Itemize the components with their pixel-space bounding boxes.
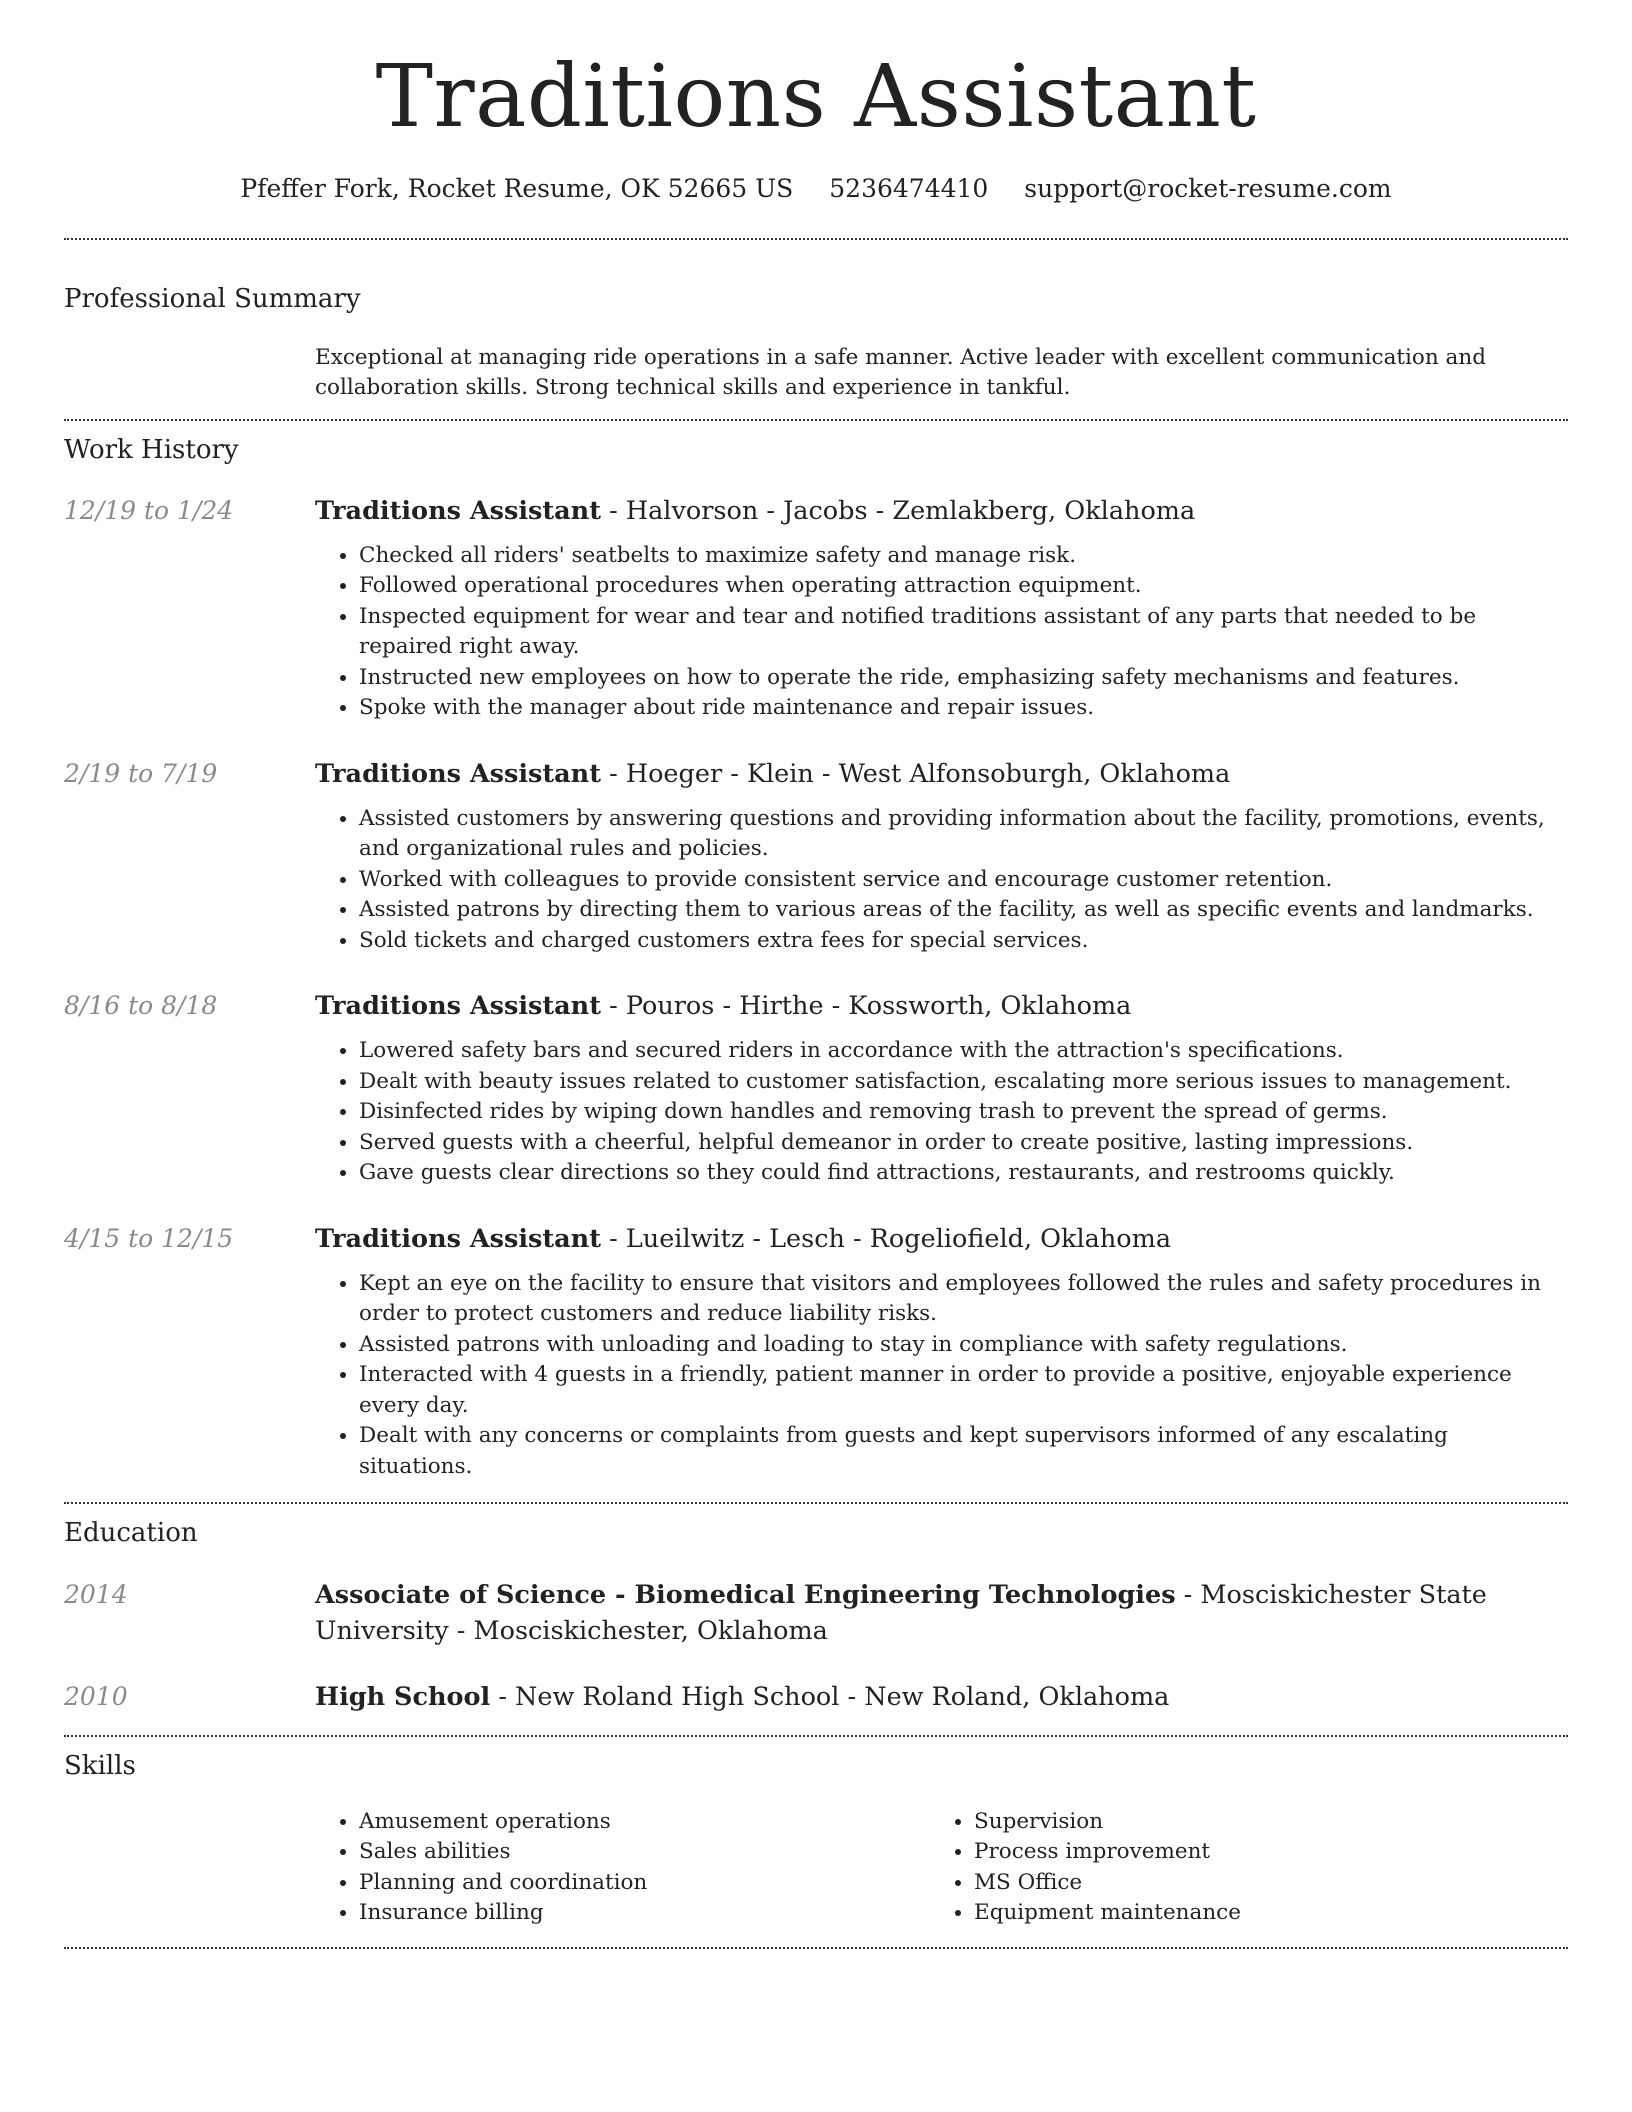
list-item: • Worked with colleagues to provide consistent service and encourage customer retention.: [359, 865, 1568, 896]
work-entry: [64, 756, 1568, 957]
job-employer: - Pouros - Hirthe - Kossworth, Oklahoma: [601, 991, 1132, 1022]
list-item: • Checked all riders' seatbelts to maximize safety and manage risk.: [359, 541, 1568, 572]
work-dates: 8/16 to 8/18: [64, 991, 218, 1021]
skills-heading: Skills: [64, 1751, 136, 1782]
education-year: 2010: [64, 1682, 128, 1712]
resume-page: [64, 0, 1568, 1949]
list-item: • Inspected equipment for wear and tear and notified traditions assistant of any parts that needed to be repaired right away.: [359, 602, 1568, 663]
job-role: Traditions Assistant: [315, 991, 602, 1022]
list-item: • Dealt with beauty issues related to customer satisfaction, escalating more serious issues to management.: [359, 1067, 1568, 1098]
list-item: • Disinfected rides by wiping down handles and removing trash to prevent the spread of germs.: [359, 1097, 1568, 1128]
divider: [64, 1502, 1568, 1504]
education-school: - New Roland High School - New Roland, Oklahoma: [490, 1682, 1170, 1713]
contact-line: [64, 174, 1568, 204]
divider: [64, 1735, 1568, 1737]
job-employer: - Lueilwitz - Lesch - Rogeliofield, Oklahoma: [601, 1223, 1172, 1254]
list-item: • Served guests with a cheerful, helpful demeanor in order to create positive, lasting impressions.: [359, 1128, 1568, 1159]
summary-heading: Professional Summary: [64, 284, 361, 315]
divider: [64, 419, 1568, 421]
job-role: Traditions Assistant: [315, 1223, 602, 1254]
list-item: • Interacted with 4 guests in a friendly, patient manner in order to provide a positive, enjoyable experience every day.: [359, 1360, 1568, 1421]
candidate-name: Traditions Assistant: [375, 47, 1257, 147]
work-dates: 2/19 to 7/19: [64, 758, 218, 788]
list-item: • Instructed new employees on how to operate the ride, emphasizing safety mechanisms and features.: [359, 663, 1568, 694]
skill-item: • MS Office: [974, 1868, 1545, 1899]
education-entry: [64, 1679, 1568, 1715]
list-item: • Assisted patrons by directing them to various areas of the facility, as well as specific events and landmarks.: [359, 895, 1568, 926]
education-entry: [64, 1577, 1568, 1649]
divider: [64, 1947, 1568, 1949]
education-school: - Mosciskichester State University - Mosciskichester, Oklahoma: [315, 1580, 1487, 1647]
education-heading: Education: [64, 1518, 198, 1549]
education-degree: Associate of Science - Biomedical Engineering Technologies: [315, 1580, 1176, 1611]
education-title: [315, 1577, 1568, 1649]
list-item: • Lowered safety bars and secured riders in accordance with the attraction's specifications.: [359, 1036, 1568, 1067]
job-employer: - Halvorson - Jacobs - Zemlakberg, Oklahoma: [601, 495, 1196, 526]
job-bullets: [315, 541, 1568, 724]
work-dates: 4/15 to 12/15: [64, 1223, 234, 1253]
list-item: • Sold tickets and charged customers extra fees for special services.: [359, 926, 1568, 957]
work-entry: [64, 1221, 1568, 1483]
skill-item: • Insurance billing: [359, 1898, 930, 1929]
contact-address: Pfeffer Fork, Rocket Resume, OK 52665 US: [240, 174, 794, 204]
work-entry: [64, 988, 1568, 1189]
summary-text: Exceptional at managing ride operations in a safe manner. Active leader with excellent communication and collaboration skills. Strong technical skills and experience in tankful.: [315, 345, 1486, 401]
list-item: • Dealt with any concerns or complaints from guests and kept supervisors informed of any escalating situations.: [359, 1421, 1568, 1482]
work-dates: 12/19 to 1/24: [64, 495, 234, 525]
skill-item: • Equipment maintenance: [974, 1898, 1545, 1929]
skills-list: [315, 1807, 1568, 1929]
skill-item: • Amusement operations: [359, 1807, 930, 1838]
job-bullets: [315, 1269, 1568, 1483]
skill-item: • Planning and coordination: [359, 1868, 930, 1899]
job-employer: - Hoeger - Klein - West Alfonsoburgh, Oklahoma: [601, 758, 1231, 789]
job-title: [315, 493, 1568, 529]
list-item: • Assisted customers by answering questions and providing information about the facility, promotions, events, and organizational rules and policies.: [359, 804, 1568, 865]
contact-phone: 5236474410: [829, 174, 989, 204]
education-title: [315, 1679, 1568, 1715]
job-title: [315, 1221, 1568, 1257]
skills-column-right: [930, 1807, 1545, 1929]
work-history-heading: Work History: [64, 435, 239, 466]
job-title: [315, 988, 1568, 1024]
list-item: • Kept an eye on the facility to ensure that visitors and employees followed the rules and safety procedures in order to protect customers and reduce liability risks.: [359, 1269, 1568, 1330]
skill-item: • Sales abilities: [359, 1837, 930, 1868]
contact-email: support@rocket-resume.com: [1024, 174, 1392, 204]
list-item: • Gave guests clear directions so they could find attractions, restaurants, and restrooms quickly.: [359, 1158, 1568, 1189]
skills-column-left: [315, 1807, 930, 1929]
work-entry: [64, 493, 1568, 724]
job-role: Traditions Assistant: [315, 758, 602, 789]
job-title: [315, 756, 1568, 792]
skill-item: • Supervision: [974, 1807, 1545, 1838]
list-item: • Spoke with the manager about ride maintenance and repair issues.: [359, 693, 1568, 724]
list-item: • Assisted patrons with unloading and loading to stay in compliance with safety regulations.: [359, 1330, 1568, 1361]
list-item: • Followed operational procedures when operating attraction equipment.: [359, 571, 1568, 602]
skill-item: • Process improvement: [974, 1837, 1545, 1868]
job-bullets: [315, 1036, 1568, 1189]
education-degree: High School: [315, 1682, 491, 1713]
job-role: Traditions Assistant: [315, 495, 602, 526]
education-year: 2014: [64, 1580, 128, 1610]
job-bullets: [315, 804, 1568, 957]
divider: [64, 238, 1568, 240]
